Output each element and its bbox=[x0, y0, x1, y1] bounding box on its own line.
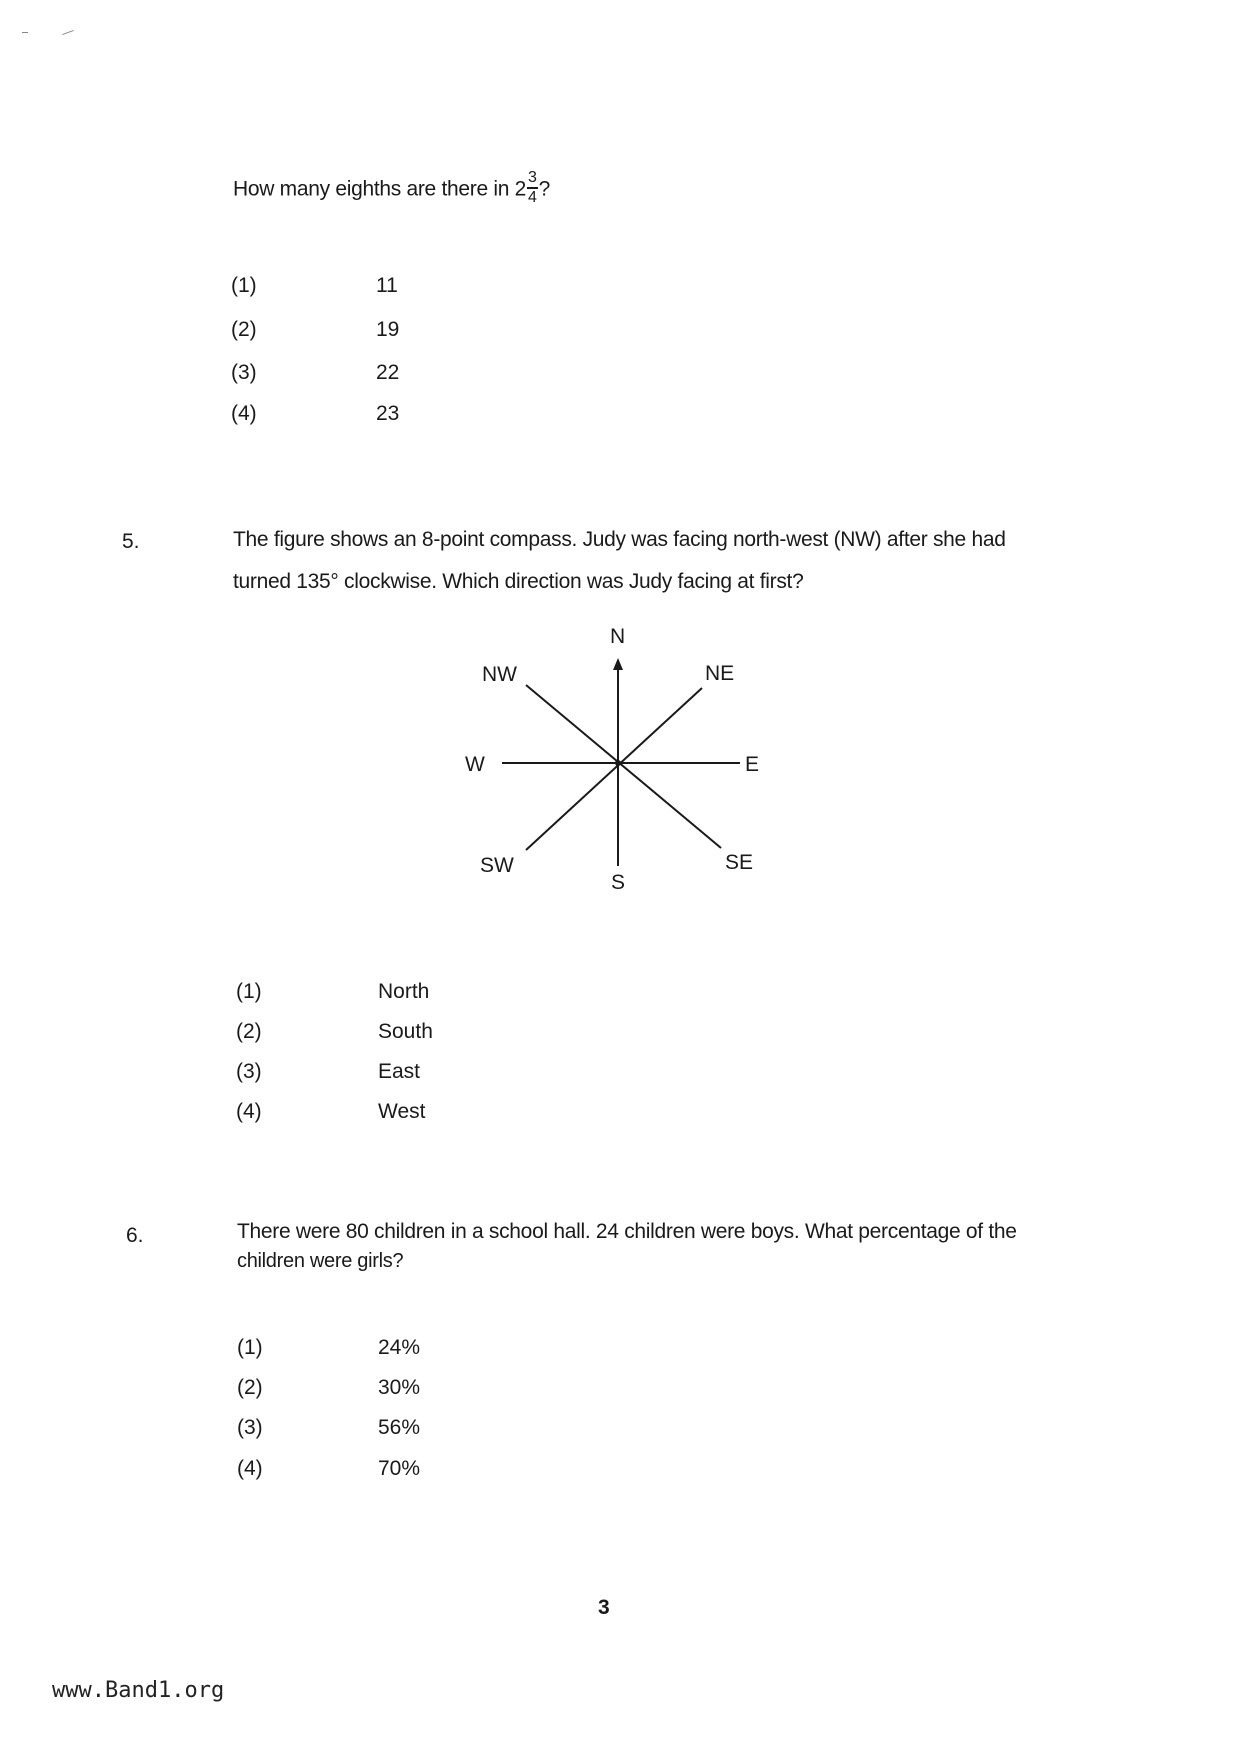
scan-artifact bbox=[62, 30, 74, 35]
compass-label-se: SE bbox=[725, 851, 754, 874]
option-4-label[interactable]: (4) bbox=[231, 402, 257, 425]
option-4-value[interactable]: 70% bbox=[378, 1457, 421, 1480]
option-2-value[interactable]: 30% bbox=[378, 1376, 421, 1399]
question-number: 5. bbox=[122, 530, 140, 553]
option-3-label[interactable]: (3) bbox=[231, 361, 257, 384]
question-text-line-2: children were girls? bbox=[237, 1250, 404, 1272]
compass-line-ne-sw bbox=[526, 688, 702, 850]
compass-center bbox=[615, 760, 621, 766]
option-2-value[interactable]: 19 bbox=[376, 318, 400, 341]
option-1-label[interactable]: (1) bbox=[237, 1336, 263, 1359]
option-3-value[interactable]: 56% bbox=[378, 1416, 421, 1439]
compass-label-sw: SW bbox=[480, 854, 514, 877]
option-2-label[interactable]: (2) bbox=[231, 318, 257, 341]
compass-label-n: N bbox=[610, 625, 626, 648]
option-1-label[interactable]: (1) bbox=[236, 980, 262, 1003]
fraction-numerator: 3 bbox=[527, 170, 538, 189]
option-2-value[interactable]: South bbox=[378, 1020, 433, 1043]
option-4-label[interactable]: (4) bbox=[236, 1100, 262, 1123]
option-3-value[interactable]: 22 bbox=[376, 361, 400, 384]
north-arrow-icon bbox=[613, 658, 623, 670]
question-4-text bbox=[233, 169, 551, 208]
compass-label-ne: NE bbox=[705, 662, 735, 685]
scan-artifact bbox=[22, 32, 28, 33]
option-4-value[interactable]: 23 bbox=[376, 402, 400, 425]
question-number: 6. bbox=[126, 1224, 144, 1247]
option-1-value[interactable]: North bbox=[378, 980, 430, 1003]
page-number: 3 bbox=[598, 1596, 610, 1619]
mixed-fraction bbox=[527, 170, 538, 206]
question-text: How many eighths are there in 2 bbox=[233, 177, 527, 201]
question-text-line-1: There were 80 children in a school hall. 24 children were boys. What percentage of the bbox=[237, 1220, 1017, 1243]
question-text-line-1: The figure shows an 8-point compass. Judy was facing north-west (NW) after she had bbox=[233, 528, 1006, 551]
option-4-label[interactable]: (4) bbox=[237, 1457, 263, 1480]
option-1-value[interactable]: 24% bbox=[378, 1336, 421, 1359]
option-1-label[interactable]: (1) bbox=[231, 274, 257, 297]
option-4-value[interactable]: West bbox=[378, 1100, 426, 1123]
question-text-line-2: turned 135° clockwise. Which direction was Judy facing at first? bbox=[233, 570, 804, 593]
option-3-label[interactable]: (3) bbox=[237, 1416, 263, 1439]
compass-label-s: S bbox=[611, 871, 626, 894]
option-3-value[interactable]: East bbox=[378, 1060, 421, 1083]
compass-diagram bbox=[440, 610, 800, 910]
compass-label-w: W bbox=[465, 753, 485, 776]
option-2-label[interactable]: (2) bbox=[236, 1020, 262, 1043]
compass-label-e: E bbox=[745, 753, 760, 776]
option-1-value[interactable]: 11 bbox=[376, 274, 398, 297]
option-2-label[interactable]: (2) bbox=[237, 1376, 263, 1399]
fraction-denominator: 4 bbox=[528, 189, 537, 206]
question-mark: ? bbox=[538, 177, 551, 201]
option-3-label[interactable]: (3) bbox=[236, 1060, 262, 1083]
compass-label-nw: NW bbox=[482, 663, 517, 686]
website-link[interactable]: www.Band1.org bbox=[52, 1678, 225, 1703]
